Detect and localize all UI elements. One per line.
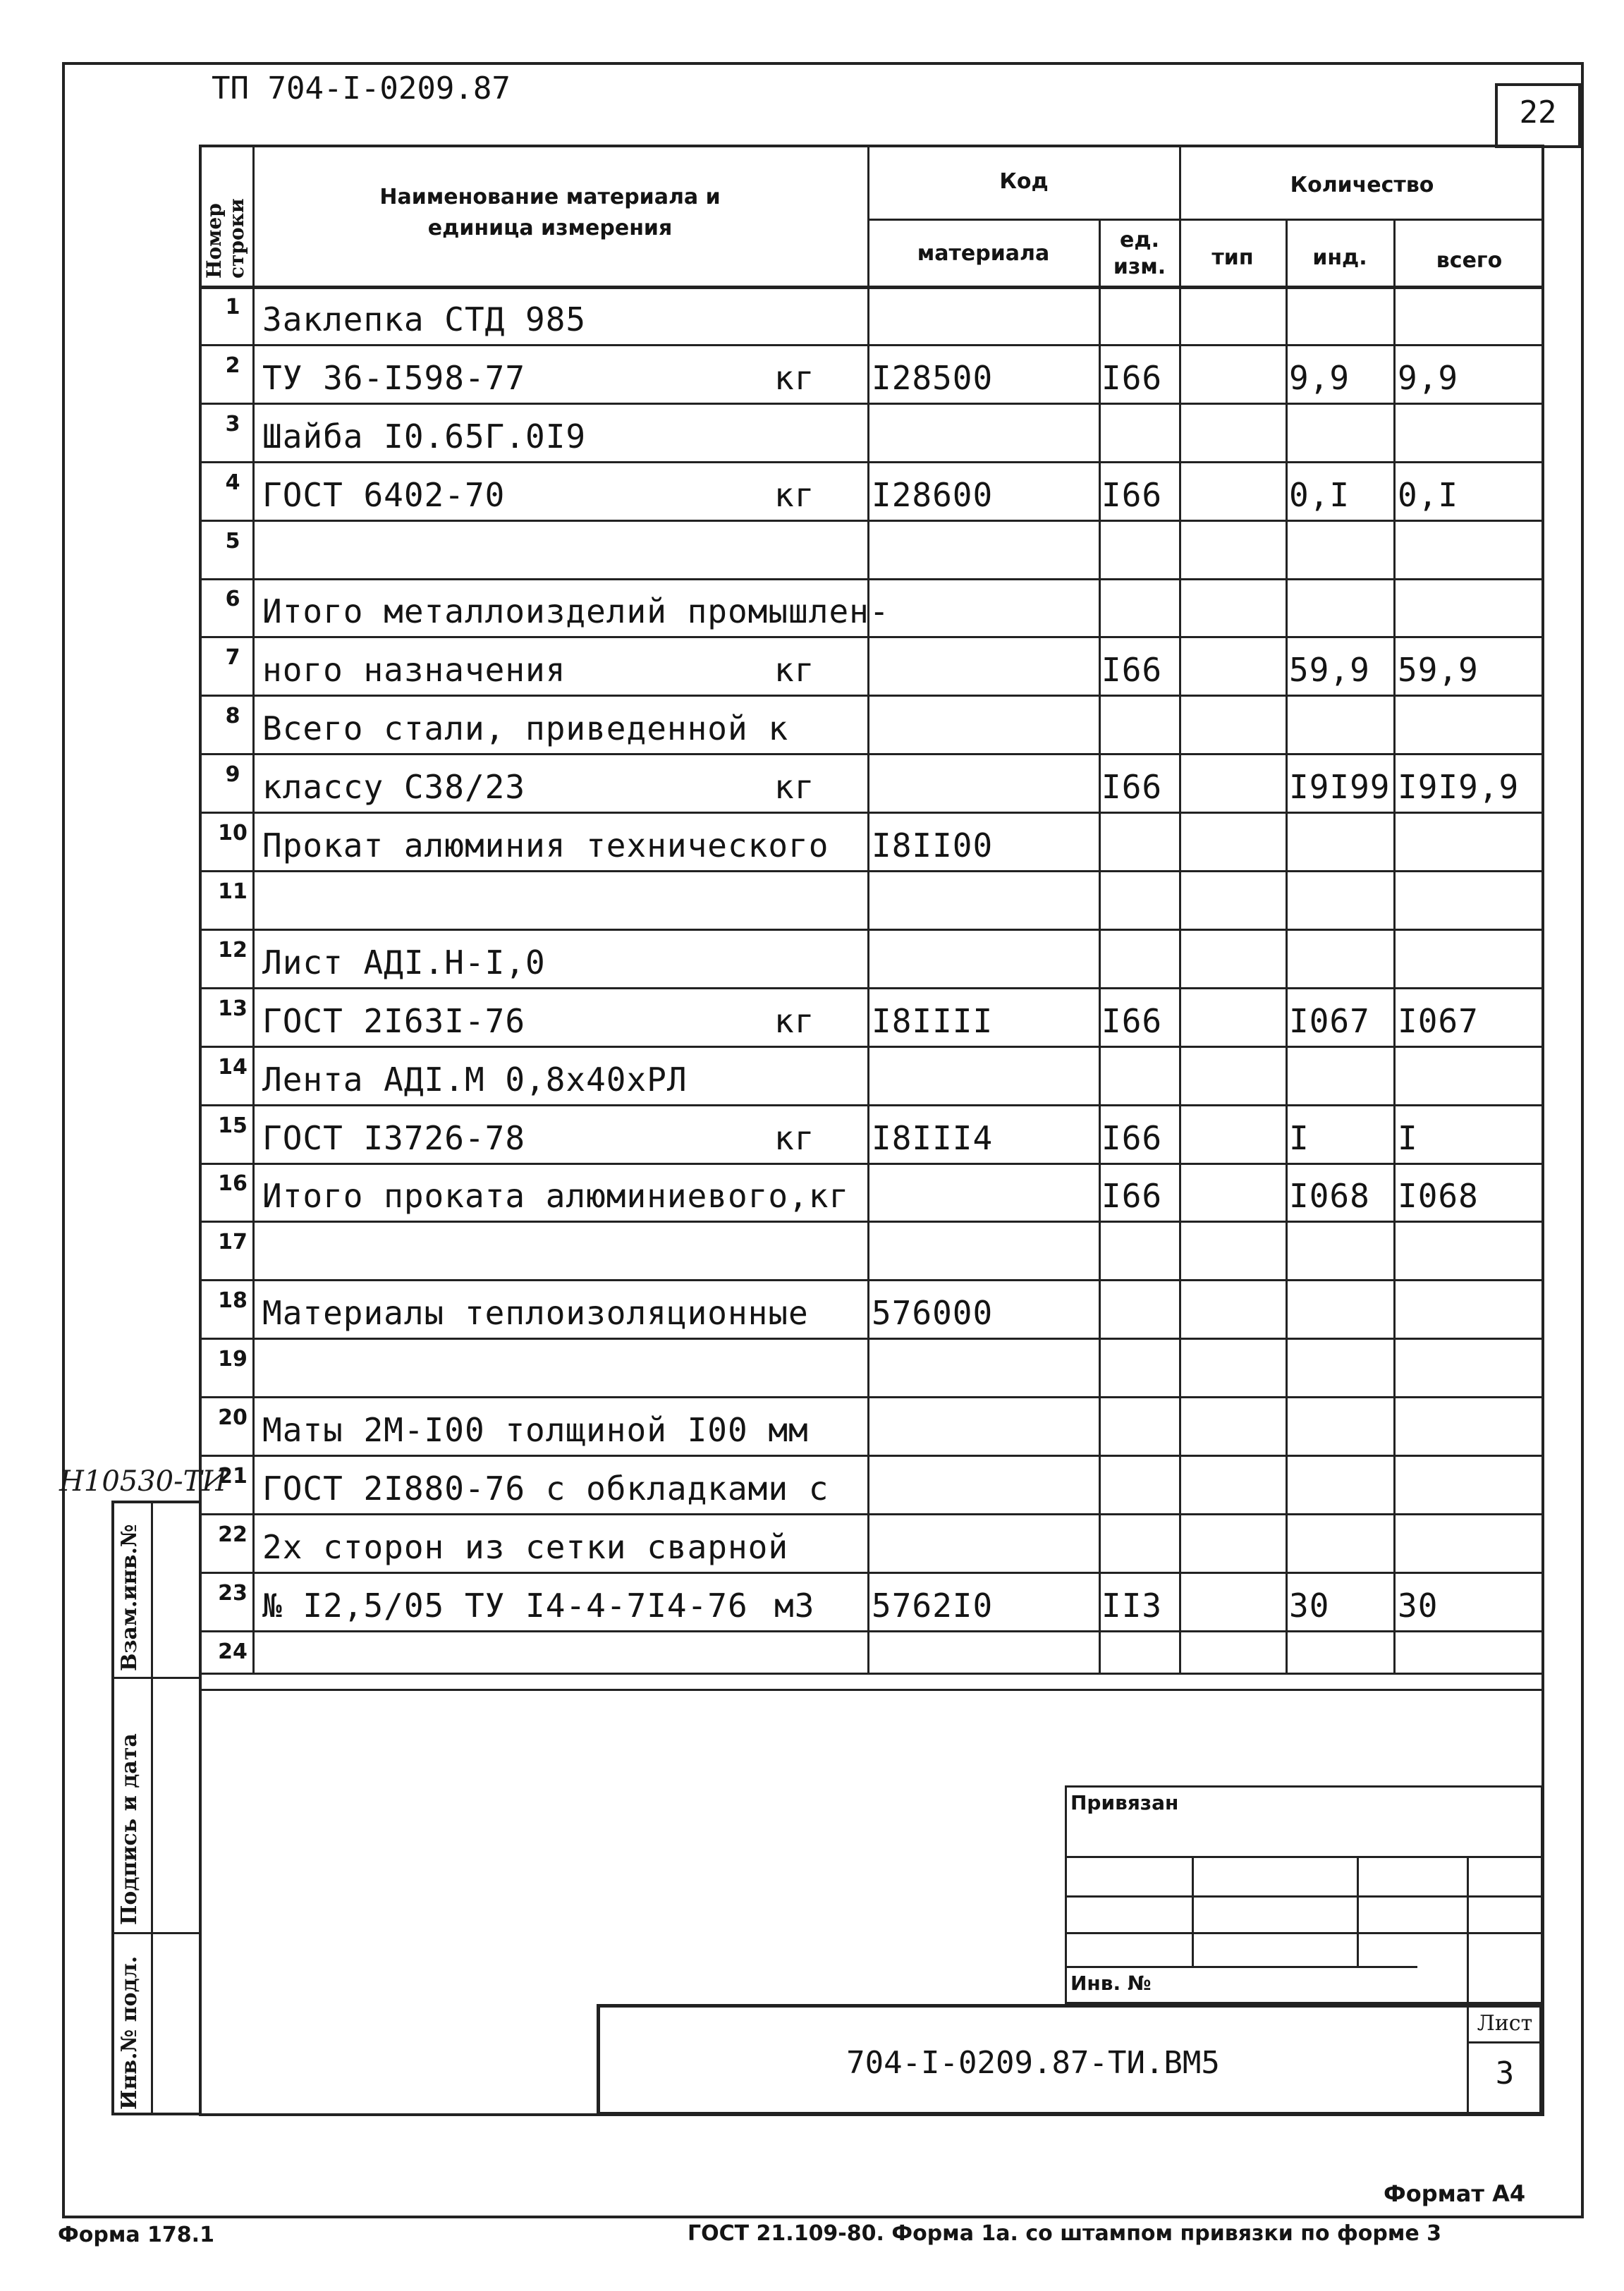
header-qty-group: Количество	[1290, 173, 1434, 197]
row-qty-total: 0,I	[1398, 475, 1459, 514]
format-label: Формат А4	[1384, 2180, 1526, 2207]
row-line	[199, 1513, 1544, 1515]
row-line	[199, 520, 1544, 522]
row-qty-ind: 0,I	[1289, 475, 1350, 514]
row-name: Заклепка СТД 985	[262, 300, 587, 338]
row-number: 23	[218, 1580, 248, 1606]
row-name: ного назначения	[262, 651, 566, 690]
list-number: 3	[1495, 2055, 1515, 2091]
binding-line-1	[1065, 1856, 1543, 1858]
row-line	[199, 1104, 1544, 1106]
row-qty-ind: I068	[1289, 1177, 1370, 1216]
row-line	[199, 1046, 1544, 1048]
row-number: 12	[218, 937, 248, 963]
binding-col-2	[1357, 1856, 1359, 1966]
row-name: Маты 2М-I00 толщиной I00 мм	[262, 1411, 809, 1449]
row-qty-ind: 59,9	[1289, 651, 1370, 690]
sheet-number: 22	[1519, 94, 1557, 130]
row-line	[199, 1689, 1544, 1691]
row-number: 11	[218, 879, 248, 904]
row-line	[199, 1455, 1544, 1457]
row-name: классу С38/23	[262, 768, 526, 807]
binding-label: Привязан	[1070, 1791, 1179, 1814]
row-qty-total: 30	[1398, 1586, 1439, 1625]
row-name: ТУ 36-I598-77	[262, 358, 526, 397]
row-number: 8	[225, 704, 240, 729]
row-name: ГОСТ 2I880-76 с обкладками с	[262, 1469, 829, 1508]
row-line	[199, 753, 1544, 755]
row-number: 20	[218, 1405, 248, 1430]
row-name: Итого проката алюминиевого,кг	[262, 1177, 850, 1216]
header-qty-type: тип	[1211, 245, 1254, 270]
row-number: 24	[218, 1639, 248, 1664]
row-material-code: I8IIII	[872, 1001, 994, 1040]
row-unit: кг	[774, 475, 815, 514]
row-unit-code: I66	[1101, 1118, 1163, 1157]
row-number: 4	[225, 470, 240, 495]
list-label: Лист	[1477, 2011, 1533, 2036]
row-name: Всего стали, приведенной к	[262, 709, 789, 748]
header-code-group: Код	[999, 169, 1049, 194]
row-number: 7	[225, 645, 240, 671]
side-label-inv: Инв.№ подл.	[117, 1955, 142, 2110]
row-number: 17	[218, 1230, 248, 1255]
doc-code-header: ТП 704-I-0209.87	[212, 71, 511, 106]
col-line-code-qty	[1179, 145, 1181, 1675]
row-unit: кг	[774, 1001, 815, 1040]
header-qty-total: всего	[1436, 248, 1503, 273]
header-bottom-line	[199, 286, 1544, 289]
binding-col-3	[1467, 1856, 1469, 2004]
side-label-podpis: Подпись и дата	[117, 1733, 142, 1925]
row-qty-ind: I067	[1289, 1001, 1370, 1040]
row-qty-total: 59,9	[1398, 651, 1479, 690]
row-name: Лист АДI.Н-I,0	[262, 943, 546, 982]
side-stamp-divider	[151, 1501, 153, 2115]
row-material-code: I28500	[872, 358, 994, 397]
row-qty-ind: 9,9	[1289, 358, 1350, 397]
row-unit: м3	[774, 1586, 815, 1625]
row-line	[199, 987, 1544, 989]
row-qty-ind: 30	[1289, 1586, 1330, 1625]
binding-inv-no: Инв. №	[1070, 1972, 1152, 1995]
row-material-code: I8III4	[872, 1118, 994, 1157]
row-number: 13	[218, 996, 248, 1021]
row-line	[199, 1630, 1544, 1632]
row-name: Лента АДI.М 0,8х40хРЛ	[262, 1060, 688, 1099]
row-line	[199, 929, 1544, 931]
row-name: Итого металлоизделий промышлен-	[262, 592, 890, 631]
row-unit-code: I66	[1101, 651, 1163, 690]
header-subline	[867, 219, 1543, 221]
row-qty-total: I067	[1398, 1001, 1479, 1040]
row-name: 2х сторон из сетки сварной	[262, 1527, 789, 1566]
header-code-material: материала	[917, 241, 1050, 266]
header-name: Наименование материала и единица измерения	[379, 185, 721, 240]
row-name: Материалы теплоизоляционные	[262, 1294, 809, 1333]
row-unit-code: I66	[1101, 1177, 1163, 1216]
row-number: 18	[218, 1288, 248, 1314]
col-line-name	[867, 145, 869, 1675]
row-number: 6	[225, 587, 240, 612]
row-number: 5	[225, 528, 240, 554]
binding-col-1	[1192, 1856, 1194, 1966]
row-line	[199, 403, 1544, 405]
row-line	[199, 1396, 1544, 1398]
row-number: 15	[218, 1113, 248, 1138]
row-unit: кг	[774, 768, 815, 807]
row-name: № I2,5/05 ТУ I4-4-7I4-76	[262, 1586, 748, 1625]
row-number: 1	[225, 294, 240, 319]
row-number: 14	[218, 1054, 248, 1080]
row-line	[199, 636, 1544, 638]
row-material-code: I28600	[872, 475, 994, 514]
row-qty-total: I9I9,9	[1398, 768, 1520, 807]
row-unit-code: I66	[1101, 768, 1163, 807]
row-name: ГОСТ 6402-70	[262, 475, 506, 514]
row-number: 21	[218, 1463, 248, 1489]
row-number: 16	[218, 1171, 248, 1197]
header-qty-ind: инд.	[1312, 245, 1367, 270]
table-rows-bottom-line	[199, 1673, 1544, 1675]
title-list-line	[1467, 2041, 1543, 2043]
row-unit: кг	[774, 1118, 815, 1157]
row-line	[199, 1572, 1544, 1574]
side-stamp-line-2	[111, 1932, 202, 1934]
row-name: Шайба I0.65Г.0I9	[262, 417, 587, 456]
row-unit-code: I66	[1101, 358, 1163, 397]
row-qty-ind: I9I99	[1289, 768, 1391, 807]
row-number: 3	[225, 411, 240, 436]
row-name: ГОСТ I3726-78	[262, 1118, 526, 1157]
row-line	[199, 1279, 1544, 1281]
row-line	[199, 344, 1544, 346]
row-unit-code: I66	[1101, 1001, 1163, 1040]
row-number: 22	[218, 1522, 248, 1547]
row-unit-code: I66	[1101, 475, 1163, 514]
header-row-number: Номер строки	[202, 198, 248, 279]
row-line	[199, 870, 1544, 872]
row-unit: кг	[774, 358, 815, 397]
row-number: 19	[218, 1347, 248, 1372]
row-line	[199, 1163, 1544, 1165]
binding-line-3	[1065, 1932, 1543, 1934]
side-label-vzam: Взам.инв.№	[117, 1524, 142, 1671]
row-line	[199, 1338, 1544, 1340]
handwritten-reference: Н10530-ТИ	[59, 1465, 227, 1498]
side-stamp-line-1	[111, 1677, 202, 1679]
row-qty-total: I	[1398, 1118, 1418, 1157]
row-line	[199, 461, 1544, 463]
row-name: Прокат алюминия технического	[262, 826, 829, 865]
title-doc-code: 704-I-0209.87-ТИ.ВМ5	[846, 2045, 1220, 2081]
row-unit: кг	[774, 651, 815, 690]
row-line	[199, 812, 1544, 814]
row-name: ГОСТ 2I63I-76	[262, 1001, 526, 1040]
row-material-code: 5762I0	[872, 1586, 994, 1625]
row-number: 9	[225, 762, 240, 788]
binding-line-4	[1065, 1966, 1417, 1968]
gost-note: ГОСТ 21.109-80. Форма 1а. со штампом привязки по форме 3	[688, 2221, 1442, 2246]
header-code-unit: ед. изм.	[1113, 228, 1166, 279]
binding-line-2	[1065, 1895, 1543, 1898]
row-line	[199, 695, 1544, 697]
row-number: 10	[218, 821, 248, 845]
row-unit-code: II3	[1101, 1586, 1163, 1625]
row-material-code: I8II00	[872, 826, 994, 865]
row-number: 2	[225, 353, 240, 378]
row-line	[199, 1221, 1544, 1223]
row-material-code: 576000	[872, 1294, 994, 1333]
row-qty-total: I068	[1398, 1177, 1479, 1216]
row-line	[199, 578, 1544, 580]
row-qty-total: 9,9	[1398, 358, 1459, 397]
row-qty-ind: I	[1289, 1118, 1309, 1157]
form-label: Форма 178.1	[58, 2223, 214, 2247]
